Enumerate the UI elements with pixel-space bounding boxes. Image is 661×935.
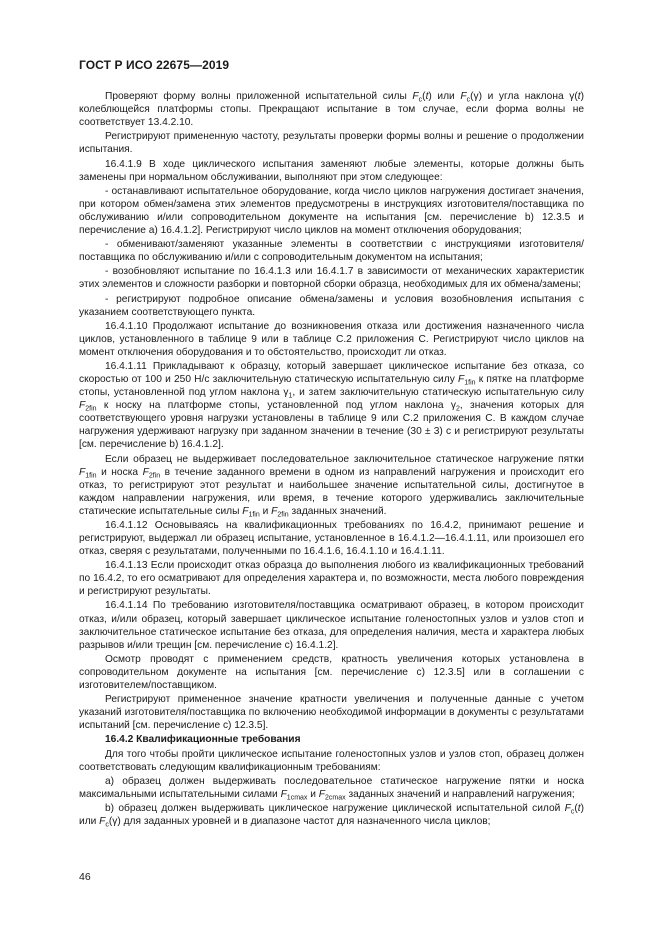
paragraph: 16.4.1.12 Основываясь на квалификационных требованиях по 16.4.2, принимают решение и регистрируют, выдержал ли образец испытание, установленное в 16.4.1.2—16.4.1.11, или произошел его отказ, сверяя с результатами, полученными по 16.4.1.6, 16.4.1.10 и 16.4.1.11. <box>79 519 584 557</box>
list-item: - возобновляют испытание по 16.4.1.3 или 16.4.1.7 в зависимости от механических характеристик этих элементов и сложности разборки и повторной сборки образца, необходимых для их обмена/замены; <box>79 266 584 291</box>
list-item: - регистрируют подробное описание обмена/замены и условия возобновления испытания с указанием соответствующего пункта. <box>79 293 584 318</box>
document-header: ГОСТ Р ИСО 22675—2019 <box>79 58 230 72</box>
document-body <box>79 90 584 829</box>
list-item: b) образец должен выдерживать циклическое нагружение циклической испытательной силой $F_c(t)$ или $F_c(\gamma)$ для заданных уровней и в диапазоне частот для назначенного числа циклов; <box>79 803 584 829</box>
paragraph: Проверяют форму волны приложенной испытательной силы $F_c(t)$ или $F_c(\gamma)$ и угла наклона γ(t) колеблющейся платформы стопы. Прекращают испытание в том случае, если форма волны не соответствует 13.4.2.10. <box>79 91 584 129</box>
paragraph: 16.4.1.13 Если происходит отказ образца до выполнения любого из квалификационных требований по 16.4.2, то его осматривают для определения характера и, по возможности, места любого повреждения и регистрируют результаты. <box>79 560 584 598</box>
paragraph: Для того чтобы пройти циклическое испытание голеностопных узлов и узлов стоп, образец должен соответствовать следующим квалификационным требованиям: <box>79 748 584 773</box>
section-heading: 16.4.2 Квалификационные требования <box>105 734 301 746</box>
paragraph: 16.4.1.11 Прикладывают к образцу, который завершает циклическое испытание без отказа, со скоростью от 100 и 250 Н/с заключительную статическую испытательную силу $F_{1fin}$ к пятке на платформе стопы, установленной под углом наклона $\gamma_1$, и затем заключительную статическую испытательную силу $F_{2fin}$ к носку на платформе стопы, установленной под углом наклона $\gamma_2$, значения которых для соответствующего уровня нагрузки установлены в таблице 9 или С.2 приложения С. В каждом случае нагружения удерживают нагрузку при заданном значении в течение (30 ± 3) с и регистрируют результаты [см. перечисление b) 16.4.1.2]. <box>79 361 585 451</box>
paragraph: 16.4.1.14 По требованию изготовителя/поставщика осматривают образец, в котором происходит отказ, и/или образец, который завершает циклическое испытание голеностопных узлов и узлов стоп и заключительное статическое испытание без отказа, для определения наличия, места и характера любых разрывов и/или трещин [см. перечисление с) 16.4.1.2]. <box>79 600 584 651</box>
paragraph: Осмотр проводят с применением средств, кратность увеличения которых установлена в сопроводительном документе на испытания [см. перечисление с) 12.3.5] или в соглашении с изготовителем/поставщиком. <box>79 653 584 691</box>
paragraph: 16.4.1.10 Продолжают испытание до возникновения отказа или достижения назначенного числа циклов, установленного в таблице 9 или в таблице С.2 приложения С. Регистрируют число циклов на момент отключения оборудования и то обстоятельство, происходит ли отказ. <box>79 320 584 358</box>
paragraph: Регистрируют примененную частоту, результаты проверки формы волны и решение о продолжении испытания. <box>79 131 584 156</box>
list-item: - обменивают/заменяют указанные элементы в соответствии с инструкциями изготовителя/поставщика по обслуживанию и/или с сопроводительным документом на испытания; <box>79 239 584 264</box>
paragraph: Если образец не выдерживает последовательное заключительное статическое нагружение пятки $F_{1fin}$ и носка $F_{2fin}$ в течение заданного времени в одном из направлений нагружения и происходит его отказ, то регистрируют этот результат и наибольшее значение испытательной силы, достигнутое в каждом направлении нагружения, или время, в течение которого удерживались заключительные статические испытательные силы $F_{1fin}$ и $F_{2fin}$ заданных значений. <box>79 453 584 519</box>
page-number: 46 <box>79 871 91 883</box>
list-item: a) образец должен выдерживать последовательное статическое нагружение пятки и носка максимальными испытательными силами $F_{1cmax}$ и $F_{2cmax}$ заданных значений и направлений нагружения; <box>79 775 584 802</box>
paragraph: 16.4.1.9 В ходе циклического испытания заменяют любые элементы, которые должны быть заменены при нормальном обслуживании, выполняют при этом следующее: <box>79 158 584 183</box>
paragraph: Регистрируют примененное значение кратности увеличения и полученные данные с учетом указаний изготовителя/поставщика по включению необходимой информации в документы с результатами испытаний [см. перечисление с) 12.3.5]. <box>79 694 584 732</box>
list-item: - останавливают испытательное оборудование, когда число циклов нагружения достигает значения, при котором обмен/замена этих элементов предусмотрены в инструкциях изготовителя/поставщика по обслуживанию и/или сопроводительном документе на испытания [см. перечисление b) 12.3.5 и перечисление a) 16.4.1.2]. Регистрируют число циклов на момент отключения оборудования; <box>79 185 584 236</box>
